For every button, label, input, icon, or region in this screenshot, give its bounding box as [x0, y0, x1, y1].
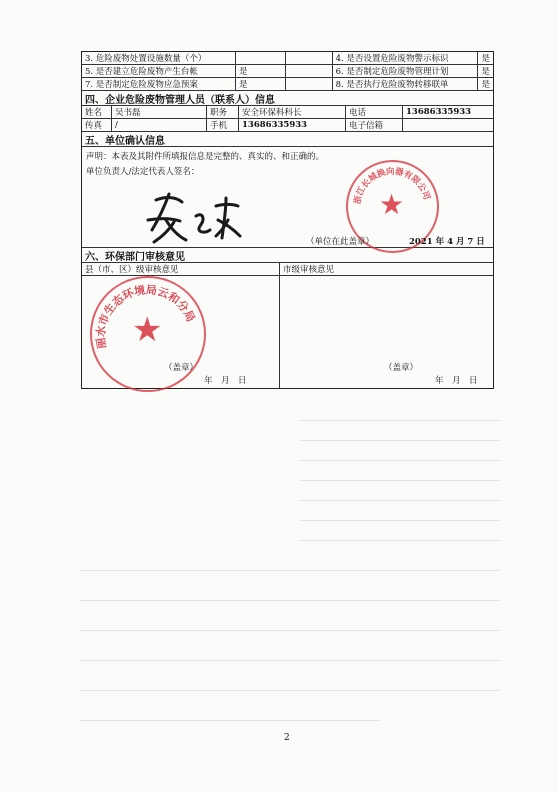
county-review-area — [82, 276, 280, 388]
county-review-label: 县（市、区）级审核意见 — [82, 263, 280, 275]
city-date: 年 月 日 — [435, 376, 478, 386]
county-seal-text: 丽水市生态环境局云和分局 — [94, 283, 198, 350]
signature-image — [144, 190, 244, 245]
company-seal-text: 浙江长城换向器有限公司 — [352, 166, 432, 206]
row-left-label: 3. 危险废物处置设施数量（个） — [82, 52, 236, 64]
name-label: 姓名 — [82, 106, 112, 118]
contact-row-2 — [82, 119, 493, 132]
phone-value: 13686335933 — [406, 107, 472, 117]
row-left-value: 是 — [236, 78, 286, 90]
section5-title: 五、单位确认信息 — [85, 135, 165, 147]
row-right-value: 是 — [481, 67, 490, 77]
email-value — [403, 119, 493, 131]
city-review-label: 市级审核意见 — [283, 265, 335, 275]
hazardous-row-2 — [82, 65, 493, 78]
county-date: 年 月 日 — [204, 376, 247, 386]
email-label: 电子信箱 — [346, 119, 403, 131]
city-review-area — [280, 276, 493, 388]
responsible-label: 单位负责人/法定代表人签名： — [86, 167, 200, 177]
city-stamp-note: （盖章） — [384, 363, 419, 373]
page-number: 2 — [284, 733, 290, 743]
hazardous-row-3 — [82, 78, 493, 91]
row-left-label: 7. 是否制定危险废物应急预案 — [82, 78, 236, 90]
row-left-label: 5. 是否建立危险废物产生台帐 — [82, 65, 236, 77]
row-right-label: 6. 是否制定危险废物管理计划 — [333, 65, 479, 77]
section6-title: 六、环保部门审核意见 — [85, 251, 185, 263]
county-stamp-note: （盖章） — [164, 363, 199, 373]
position-label: 职务 — [207, 106, 239, 118]
row-left-value — [236, 52, 286, 64]
row-left-value: 是 — [236, 65, 286, 77]
row-right-value: 是 — [481, 54, 490, 64]
row-right-label: 4. 是否设置危险废物警示标识 — [333, 52, 479, 64]
review-header-row — [82, 263, 493, 276]
hazardous-waste-form — [81, 51, 494, 389]
declaration-text: 声明：本表及其附件所填报信息是完整的、真实的、和正确的。 — [86, 152, 325, 162]
fax-value: / — [112, 119, 207, 131]
row-empty-cell — [286, 65, 333, 77]
phone-label: 电话 — [346, 106, 403, 118]
confirmation-block — [82, 147, 493, 248]
confirmation-date: 2021 年 4 月 7 日 — [409, 237, 485, 247]
mobile-label: 手机 — [207, 119, 239, 131]
county-seal — [90, 276, 206, 392]
position-value: 安全环保科科长 — [239, 106, 346, 118]
row-right-value: 是 — [481, 80, 490, 90]
row-empty-cell — [286, 52, 333, 64]
mobile-value: 13686335933 — [239, 119, 346, 131]
section4-title: 四、企业危险废物管理人员（联系人）信息 — [85, 94, 275, 106]
section5-header-row — [82, 132, 493, 147]
contact-row-1 — [82, 106, 493, 119]
seal-note: （单位在此盖章） — [306, 237, 375, 247]
row-right-label: 8. 是否执行危险废物转移联单 — [333, 78, 479, 90]
section4-header-row — [82, 91, 493, 106]
fax-label: 传真 — [82, 119, 112, 131]
seal-star-icon: ★ — [132, 310, 163, 350]
hazardous-row-1 — [82, 52, 493, 65]
review-body-row — [82, 276, 493, 388]
row-empty-cell — [286, 78, 333, 90]
name-value: 吴书磊 — [112, 106, 207, 118]
seal-star-icon: ★ — [379, 188, 405, 221]
